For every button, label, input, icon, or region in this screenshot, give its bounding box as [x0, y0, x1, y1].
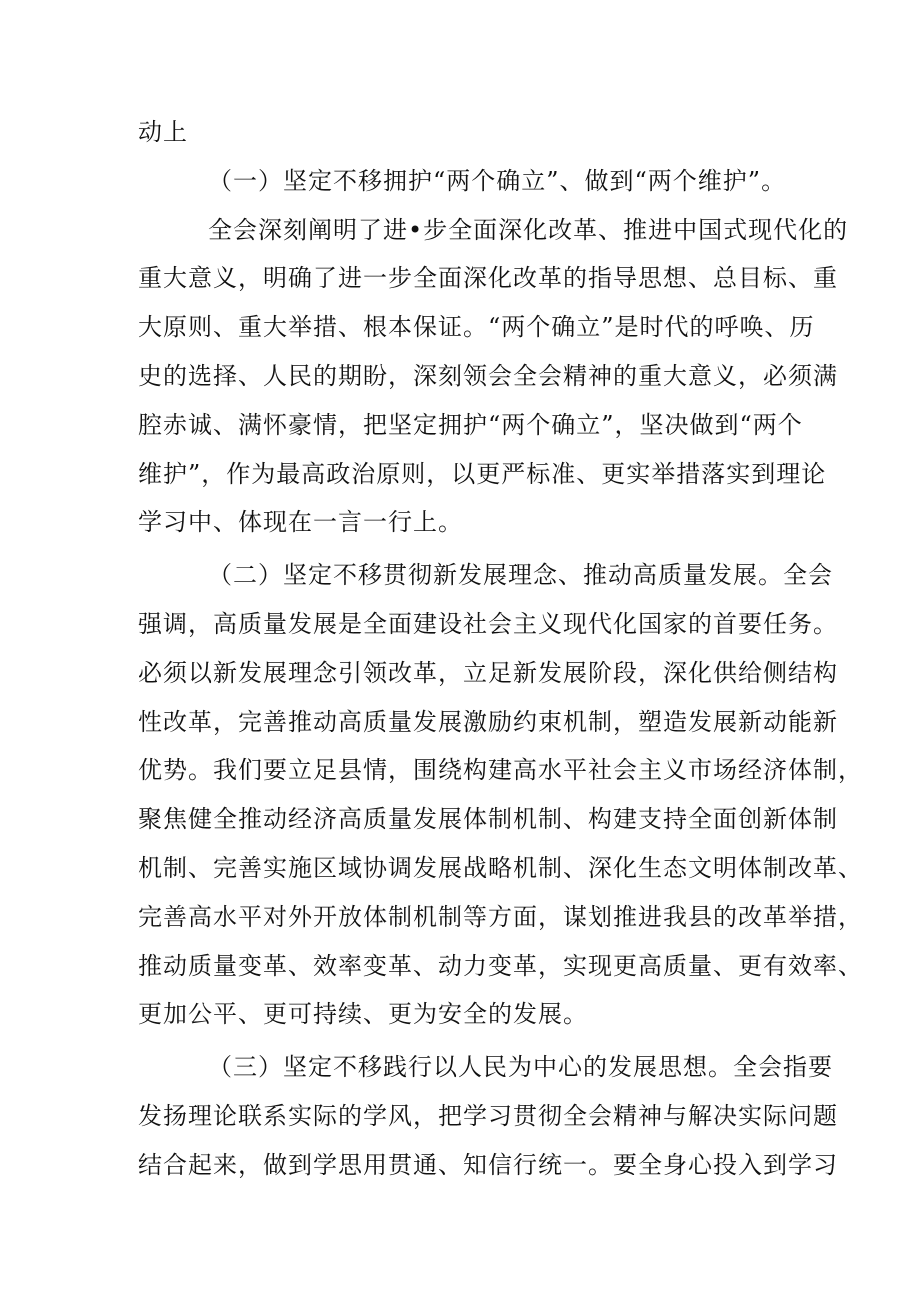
section-2-paragraph [138, 551, 863, 1039]
section-2-line-10: 更加公平、更可持续、更为安全的发展。 [138, 1000, 588, 1029]
section-1-line-6: 维护”，作为最高政治原则，以更严标准、更实举措落实到理论 [138, 459, 827, 488]
section-2-line-3: 必须以新发展理念引领改革，立足新发展阶段，深化供给侧结构 [138, 658, 838, 687]
section-1-line-1: 全会深刻阐明了进•步全面深化改革、推进中国式现代化的 [208, 215, 849, 244]
document-body [138, 108, 863, 1190]
section-1-line-2: 重大意义，明确了进一步全面深化改革的指导思想、总目标、重 [138, 264, 838, 293]
section-3-line-3: 结合起来，做到学思用贯通、知信行统一。要全身心投入到学习 [138, 1150, 838, 1179]
section-2-line-8: 完善高水平对外开放体制机制等方面，谋划推进我县的改革举措， [138, 902, 863, 931]
section-2-line-6: 聚焦健全推动经济高质量发展体制机制、构建支持全面创新体制 [138, 805, 838, 834]
section-3-line-2: 发扬理论联系实际的学风，把学习贯彻全会精神与解决实际问题 [138, 1101, 838, 1130]
section-3-paragraph [138, 1043, 838, 1189]
section-2-line-7: 机制、完善实施区域协调发展战略机制、深化生态文明体制改革、 [138, 853, 863, 882]
section-1-paragraph [138, 206, 849, 548]
opening-fragment: 动上 [138, 118, 188, 146]
section-2-line-4: 性改革，完善推动高质量发展激励约束机制，塑造发展新动能新 [138, 707, 838, 736]
section-3-line-1: （三）坚定不移践行以人民为中心的发展思想。全会指要 [208, 1053, 833, 1082]
section-1-line-5: 腔赤诚、满怀豪情，把坚定拥护“两个确立”，坚决做到“两个 [138, 410, 803, 439]
section-2-line-9: 推动质量变革、效率变革、动力变革，实现更高质量、更有效率、 [138, 951, 863, 980]
section-1-line-3: 大原则、重大举措、根本保证。“两个确立”是时代的呼唤、历 [138, 313, 815, 342]
section-1-line-4: 史的选择、人民的期盼，深刻领会全会精神的重大意义，必须满 [138, 361, 838, 390]
section-1-line-7: 学习中、体现在一言一行上。 [138, 508, 463, 537]
section-1-heading: （一）坚定不移拥护“两个确立”、做到“两个维护”。 [208, 166, 787, 195]
section-2-line-5: 优势。我们要立足县情，围绕构建高水平社会主义市场经济体制， [138, 756, 863, 785]
section-2-line-2: 强调，高质量发展是全面建设社会主义现代化国家的首要任务。 [138, 609, 838, 638]
section-2-line-1: （二）坚定不移贯彻新发展理念、推动高质量发展。全会 [208, 561, 833, 590]
